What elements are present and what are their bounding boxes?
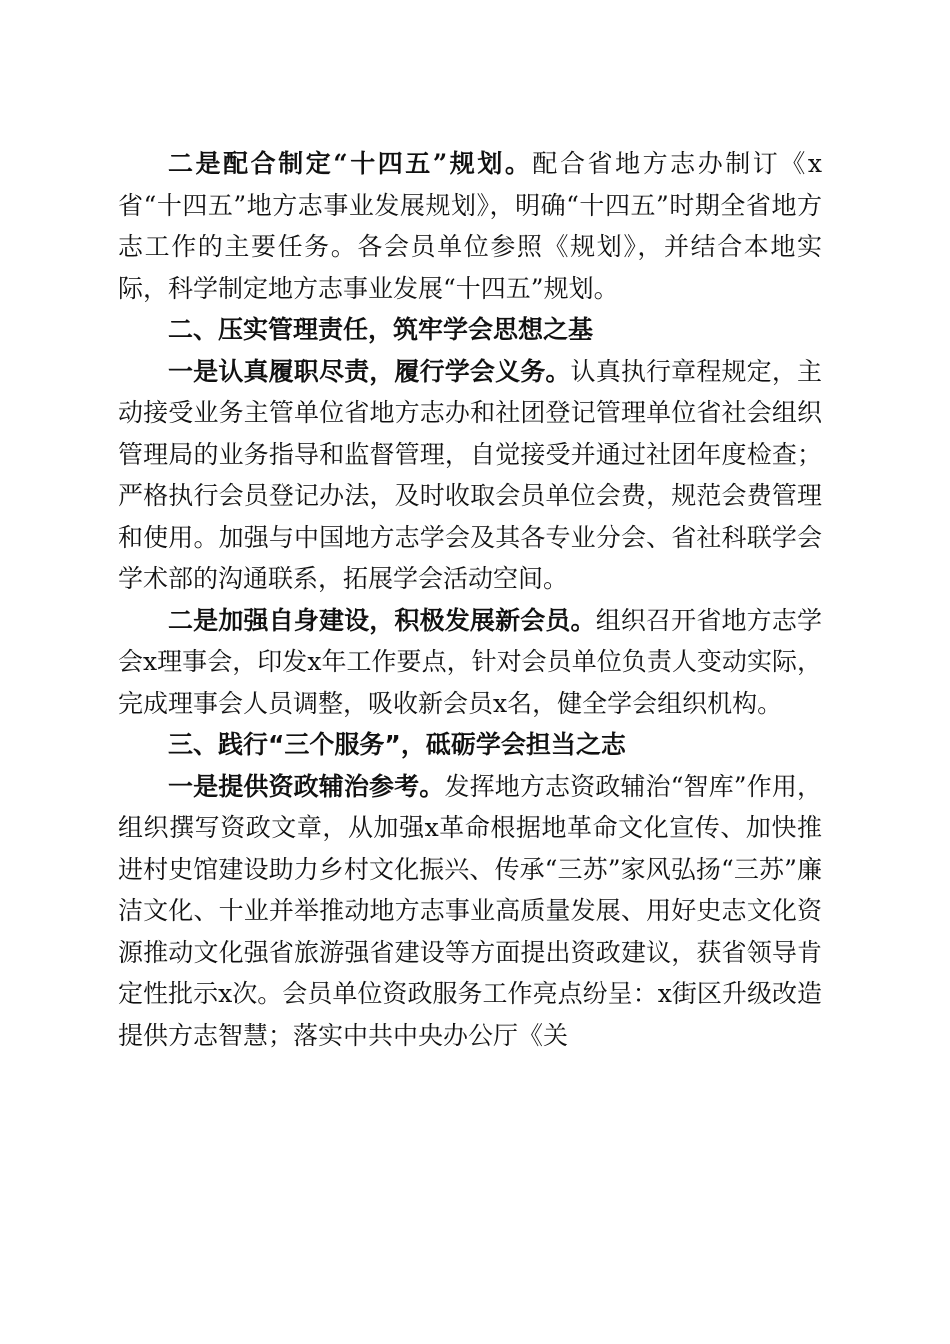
paragraph-lead: 二是加强自身建设，积极发展新会员。 (168, 605, 596, 635)
section-heading-management: 二、压实管理责任，筑牢学会思想之基 (168, 315, 594, 344)
paragraph-advisory (118, 766, 822, 1057)
paragraph-lead: 一是提供资政辅治参考。 (168, 771, 445, 801)
section-heading-services: 三、践行“三个服务”，砥砺学会担当之志 (168, 730, 626, 759)
paragraph-text: 组织召开省地方志学会x理事会，印发x年工作要点，针对会员单位负责人变动实际，完成理事会人员调整，吸收新会员x名，健全学会组织机构。 (118, 605, 822, 718)
paragraph-self-building (118, 600, 822, 725)
paragraph-plan (118, 143, 822, 309)
document-body (118, 143, 822, 1056)
paragraph-text: 配合省地方志办制订《x省“十四五”地方志事业发展规划》，明确“十四五”时期全省地方志工作的主要任务。各会员单位参照《规划》，并结合本地实际，科学制定地方志事业发展“十四五”规划。 (118, 149, 822, 303)
paragraph-lead: 一是认真履职尽责，履行学会义务。 (168, 356, 571, 386)
paragraph-duty (118, 351, 822, 600)
paragraph-lead: 二是配合制定“十四五”规划。 (168, 149, 533, 178)
paragraph-text: 发挥地方志资政辅治“智库”作用，组织撰写资政文章，从加强x革命根据地革命文化宣传、加快推进村史馆建设助力乡村文化振兴、传承“三苏”家风弘扬“三苏”廉洁文化、十业并举推动地方志事业高质量发展、用好史志文化资源推动文化强省旅游强省建设等方面提出资政建议，获省领导肯定性批示x次。会员单位资政服务工作亮点纷呈：x街区升级改造提供方志智慧；落实中共中央办公厅《关 (118, 771, 822, 1050)
paragraph-text: 认真执行章程规定，主动接受业务主管单位省地方志办和社团登记管理单位省社会组织管理局的业务指导和监督管理，自觉接受并通过社团年度检查；严格执行会员登记办法，及时收取会员单位会费，规范会费管理和使用。加强与中国地方志学会及其各专业分会、省社科联学会学术部的沟通联系，拓展学会活动空间。 (118, 356, 822, 593)
